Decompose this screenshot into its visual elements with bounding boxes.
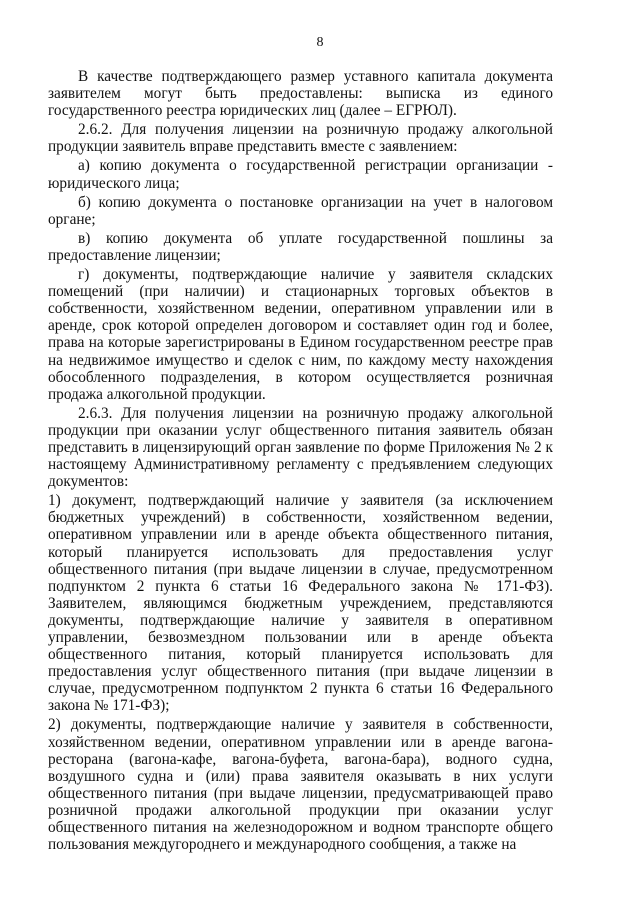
page-number: 8 [316,35,324,50]
paragraph-item-b: б) копию документа о постановке организации на учет в налоговом органе; [48,193,553,228]
paragraph-item-1: 1) документ, подтверждающий наличие у заявителя (за исключением бюджетных учреждений) в собственности, хозяйственном ведении, оперативном управлении или в аренде объекта общественного питания, который планируется использовать для предоставления услуг общественного питания (при выдаче лицензии в случае, предусмотренном подпунктом 2 пункта 6 статьи 16 Федерального закона № 171-ФЗ). Заявителем, являющимся бюджетным учреждением, представляются документы, подтверждающие наличие у заявителя в оперативном управлении, безвозмездном пользовании или в аренде объекта общественного питания, который планируется использовать для предоставления услуг общественного питания (при выдаче лицензии в случае, предусмотренном подпунктом 2 пункта 6 статьи 16 Федерального закона № 171-ФЗ); [48,492,553,715]
paragraph-item-g: г) документы, подтверждающие наличие у заявителя складских помещений (при наличии) и стационарных торговых объектов в собственности, хозяйственном ведении, оперативном управлении или в аренде, срок которой определен договором и составляет один год и более, права на которые зарегистрированы в Едином государственном реестре прав на недвижимое имущество и сделок с ним, по каждому месту нахождения обособленного подразделения, в котором осуществляется розничная продажа алкогольной продукции. [48,266,553,403]
document-body [48,68,553,853]
paragraph-item-a: а) копию документа о государственной регистрации организации - юридического лица; [48,157,553,192]
paragraph-charter-capital: В качестве подтверждающего размер уставного капитала документа заявителем могут быть предоставлены: выписка из единого государственного реестра юридических лиц (далее – ЕГРЮЛ). [48,68,553,120]
paragraph-2-6-2: 2.6.2. Для получения лицензии на розничную продажу алкогольной продукции заявитель вправе представить вместе с заявлением: [48,121,553,156]
paragraph-2-6-3: 2.6.3. Для получения лицензии на розничную продажу алкогольной продукции при оказании услуг общественного питания заявитель обязан представить в лицензирующий орган заявление по форме Приложения № 2 к настоящему Административному регламенту с предъявлением следующих документов: [48,404,553,491]
paragraph-item-v: в) копию документа об уплате государственной пошлины за предоставление лицензии; [48,229,553,264]
paragraph-item-2: 2) документы, подтверждающие наличие у заявителя в собственности, хозяйственном ведении, оперативном управлении или в аренде вагона-ресторана (вагона-кафе, вагона-буфета, вагона-бара), водного судна, воздушного судна и (или) права заявителя оказывать в них услуги общественного питания (при выдаче лицензии, предусматривающей право розничной продажи алкогольной продукции при оказании услуг общественного питания на железнодорожном и водном транспорте общего пользования междугороднего и международного сообщения, а также на [48,716,553,854]
